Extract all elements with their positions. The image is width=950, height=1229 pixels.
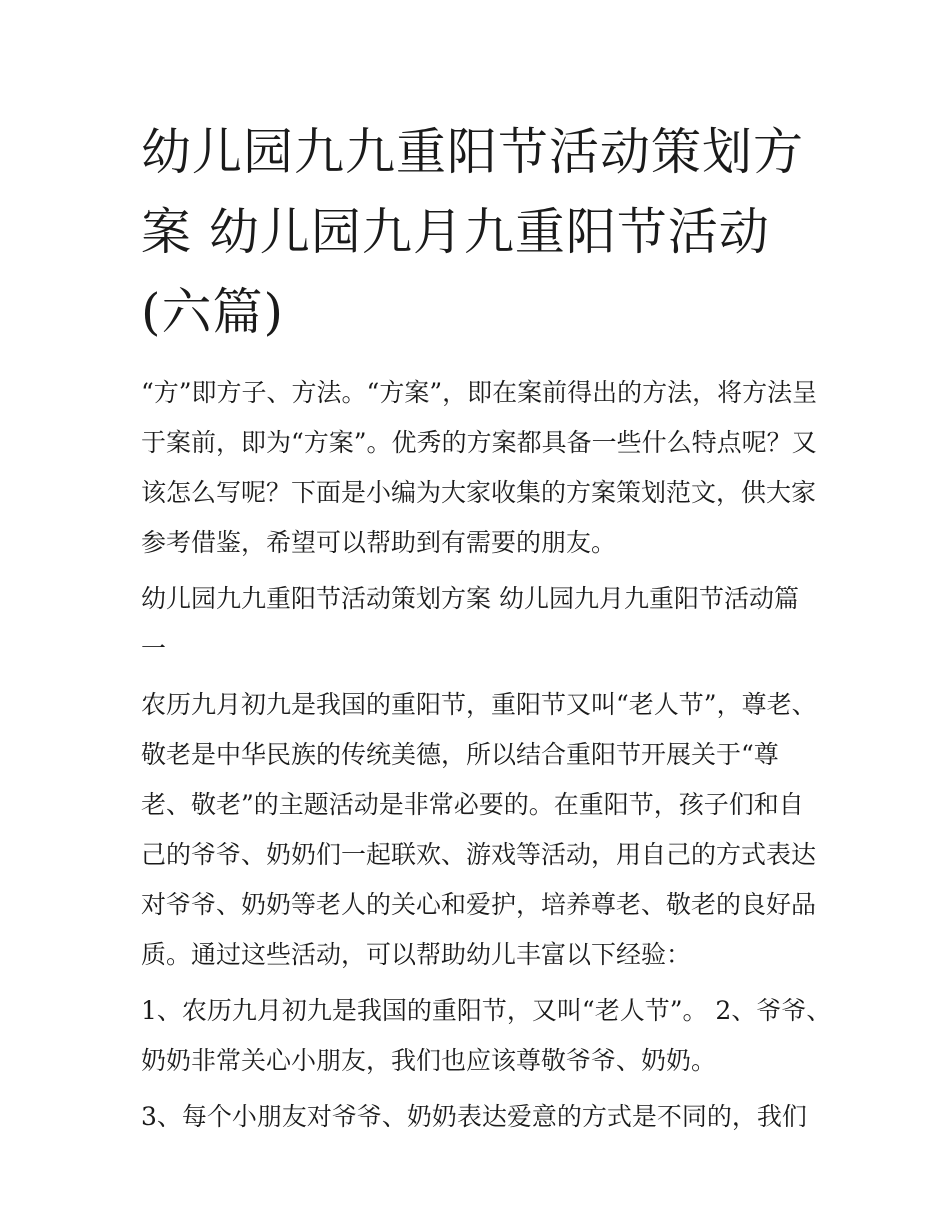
- title-line: 幼儿园九九重阳节活动策划方: [141, 123, 804, 181]
- text-line: 质。通过这些活动，可以帮助幼儿丰富以下经验：: [141, 940, 692, 969]
- text-line: 该怎么写呢？下面是小编为大家收集的方案策划范文，供大家: [141, 478, 817, 507]
- text-line: 己的爷爷、奶奶们一起联欢、游戏等活动，用自己的方式表达: [141, 840, 817, 869]
- text-line: 1、农历九月初九是我国的重阳节，又叫“老人节”。 2、爷爷、: [141, 996, 832, 1025]
- text-line: 农历九月初九是我国的重阳节，重阳节又叫“老人节”，尊老、: [141, 690, 817, 719]
- text-line: 参考借鉴，希望可以帮助到有需要的朋友。: [141, 528, 617, 557]
- document-body: [141, 368, 832, 1142]
- text-line: 老、敬老”的主题活动是非常必要的。在重阳节，孩子们和自: [141, 790, 804, 819]
- text-line: 一: [141, 634, 167, 663]
- text-line: 奶奶非常关心小朋友，我们也应该尊敬爷爷、奶奶。: [141, 1046, 717, 1075]
- text-line: 3、每个小朋友对爷爷、奶奶表达爱意的方式是不同的，我们: [141, 1102, 807, 1131]
- intro-paragraph: [141, 368, 818, 568]
- title-line: (六篇): [141, 283, 285, 341]
- section-heading: [141, 574, 810, 674]
- text-line: “方”即方子、方法。“方案”，即在案前得出的方法，将方法呈: [141, 378, 818, 407]
- title-line: 案 幼儿园九月九重阳节活动: [141, 203, 770, 261]
- document-title: [141, 112, 810, 352]
- text-line: 幼儿园九九重阳节活动策划方案 幼儿园九月九重阳节活动篇: [141, 584, 799, 613]
- body-paragraph: [141, 680, 817, 980]
- text-line: 对爷爷、奶奶等老人的关心和爱护，培养尊老、敬老的良好品: [141, 890, 817, 919]
- text-line: 于案前，即为“方案”。优秀的方案都具备一些什么特点呢？又: [141, 428, 817, 457]
- list-paragraph: [141, 986, 832, 1086]
- text-line: 敬老是中华民族的传统美德，所以结合重阳节开展关于“尊: [141, 740, 779, 769]
- list-paragraph: [141, 1092, 810, 1142]
